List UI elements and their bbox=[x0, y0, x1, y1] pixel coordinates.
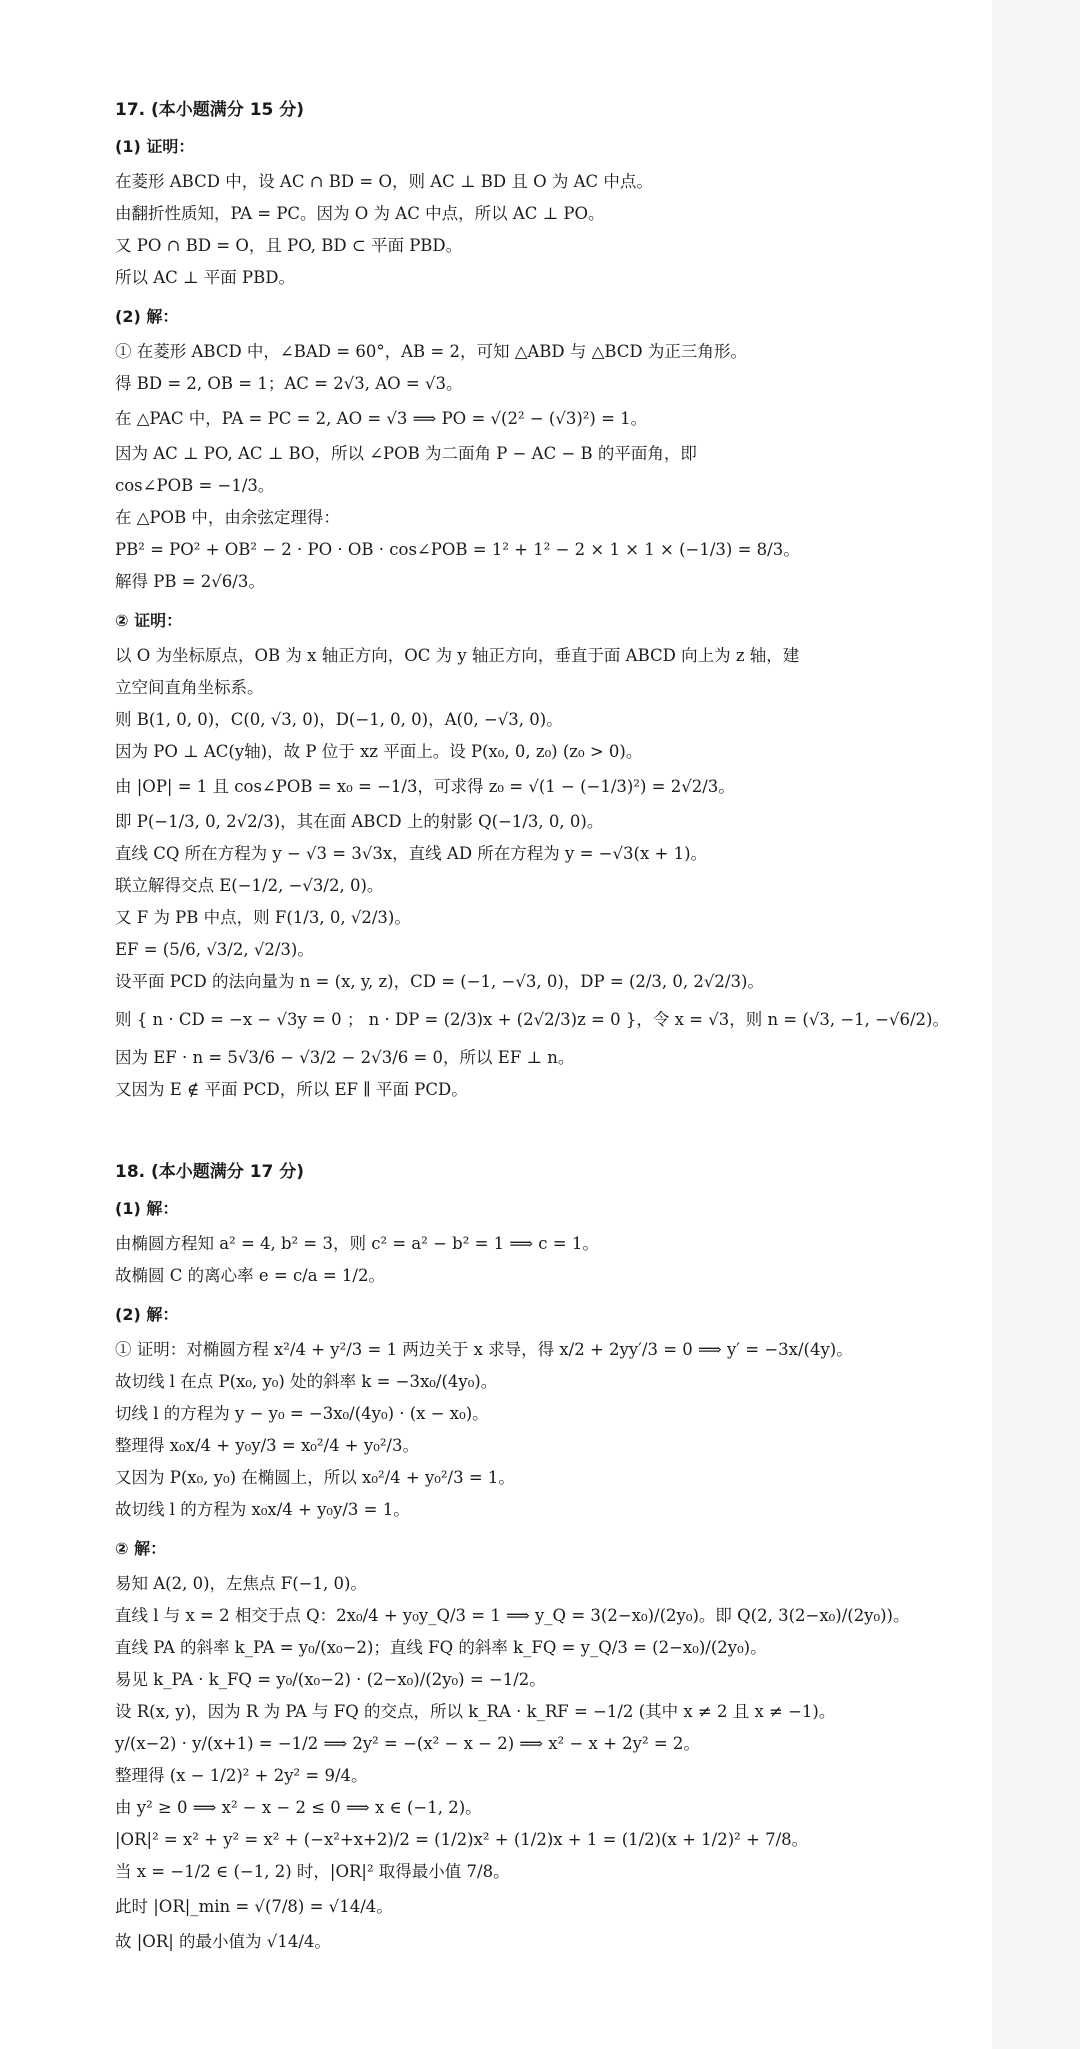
q18-part3-line: 当 x = −1/2 ∈ (−1, 2) 时，|OR|² 取得最小值 7/8。 bbox=[115, 1862, 510, 1881]
q18-part3-line: 由 y² ≥ 0 ⟹ x² − x − 2 ≤ 0 ⟹ x ∈ (−1, 2)。 bbox=[115, 1798, 482, 1817]
q18-part3-line: 直线 PA 的斜率 k_PA = y₀/(x₀−2)；直线 FQ 的斜率 k_FQ = y_Q/3 = (2−x₀)/(2y₀)。 bbox=[115, 1638, 767, 1657]
q18-part2-line: 又因为 P(x₀, y₀) 在椭圆上，所以 x₀²/4 + y₀²/3 = 1。 bbox=[115, 1468, 515, 1487]
q18-part3-line: y/(x−2) · y/(x+1) = −1/2 ⟹ 2y² = −(x² − x − 2) ⟹ x² − x + 2y² = 2。 bbox=[115, 1734, 700, 1753]
q17-part1-line: 在菱形 ABCD 中，设 AC ∩ BD = O，则 AC ⊥ BD 且 O 为 AC 中点。 bbox=[115, 172, 653, 191]
q18-part2-line: 故切线 l 在点 P(x₀, y₀) 处的斜率 k = −3x₀/(4y₀)。 bbox=[115, 1372, 498, 1391]
q17-part3-line: 则 { n · CD = −x − √3y = 0 ； n · DP = (2/3)x + (2√2/3)z = 0 }，令 x = √3，则 n = (√3, −1, −√6/2)。 bbox=[115, 1010, 949, 1029]
q18-part3-line: 设 R(x, y)，因为 R 为 PA 与 FQ 的交点，所以 k_RA · k_RF = −1/2 (其中 x ≠ 2 且 x ≠ −1)。 bbox=[115, 1702, 836, 1721]
q17-part2-line: ① 在菱形 ABCD 中，∠BAD = 60°，AB = 2，可知 △ABD 与 △BCD 为正三角形。 bbox=[115, 342, 747, 361]
q18-part3-title: ② 解： bbox=[115, 1539, 167, 1558]
q18-part2-line: 切线 l 的方程为 y − y₀ = −3x₀/(4y₀) · (x − x₀)。 bbox=[115, 1404, 489, 1423]
q17-part2-line: 在 △POB 中，由余弦定理得： bbox=[115, 508, 340, 527]
q17-part3-line: 立空间直角坐标系。 bbox=[115, 678, 264, 697]
q17-part3-line: 由 |OP| = 1 且 cos∠POB = x₀ = −1/3，可求得 z₀ = √(1 − (−1/3)²) = 2√2/3。 bbox=[115, 777, 735, 796]
q18-part2-line: 整理得 x₀x/4 + y₀y/3 = x₀²/4 + y₀²/3。 bbox=[115, 1436, 419, 1455]
q18-part1-line: 故椭圆 C 的离心率 e = c/a = 1/2。 bbox=[115, 1266, 385, 1285]
q17-part3-title: ② 证明： bbox=[115, 611, 183, 630]
q17-part2-line: PB² = PO² + OB² − 2 · PO · OB · cos∠POB = 1² + 1² − 2 × 1 × 1 × (−1/3) = 8/3。 bbox=[115, 540, 800, 559]
q17-part3-line: 直线 CQ 所在方程为 y − √3 = 3√3x，直线 AD 所在方程为 y = −√3(x + 1)。 bbox=[115, 844, 708, 863]
question-18 bbox=[115, 1158, 985, 1958]
q18-part3-line: 故 |OR| 的最小值为 √14/4。 bbox=[115, 1932, 331, 1951]
q17-part3-line: 联立解得交点 E(−1/2, −√3/2, 0)。 bbox=[115, 876, 384, 895]
q18-part3-line: 此时 |OR|_min = √(7/8) = √14/4。 bbox=[115, 1897, 393, 1916]
q17-part2-line: 在 △PAC 中，PA = PC = 2, AO = √3 ⟹ PO = √(2² − (√3)²) = 1。 bbox=[115, 409, 648, 428]
q17-part3-line: 则 B(1, 0, 0)，C(0, √3, 0)，D(−1, 0, 0)，A(0, −√3, 0)。 bbox=[115, 710, 563, 729]
q17-part2-title: (2) 解： bbox=[115, 307, 179, 326]
solution-page bbox=[115, 96, 985, 1958]
q17-part3-line: 因为 EF · n = 5√3/6 − √3/2 − 2√3/6 = 0，所以 EF ⊥ n。 bbox=[115, 1048, 575, 1067]
q18-part3-line: 整理得 (x − 1/2)² + 2y² = 9/4。 bbox=[115, 1766, 368, 1785]
right-gutter bbox=[992, 0, 1080, 2049]
q18-part3-line: |OR|² = x² + y² = x² + (−x²+x+2)/2 = (1/2)x² + (1/2)x + 1 = (1/2)(x + 1/2)² + 7/8。 bbox=[115, 1830, 809, 1849]
q18-part3-line: 易知 A(2, 0)，左焦点 F(−1, 0)。 bbox=[115, 1574, 367, 1593]
q17-part1-title: (1) 证明： bbox=[115, 137, 195, 156]
question-17-title: 17. (本小题满分 15 分) bbox=[115, 100, 305, 120]
q17-part1-line: 由翻折性质知，PA = PC。因为 O 为 AC 中点，所以 AC ⊥ PO。 bbox=[115, 204, 605, 223]
question-17 bbox=[115, 96, 985, 1106]
q18-part1-title: (1) 解： bbox=[115, 1199, 179, 1218]
q17-part1-line: 又 PO ∩ BD = O，且 PO, BD ⊂ 平面 PBD。 bbox=[115, 236, 463, 255]
q18-part2-line: ① 证明：对椭圆方程 x²/4 + y²/3 = 1 两边关于 x 求导，得 x/2 + 2yy′/3 = 0 ⟹ y′ = −3x/(4y)。 bbox=[115, 1340, 853, 1359]
q18-part2-title: (2) 解： bbox=[115, 1305, 179, 1324]
q17-part2-line: 解得 PB = 2√6/3。 bbox=[115, 572, 265, 591]
q17-part3-line: 又 F 为 PB 中点，则 F(1/3, 0, √2/3)。 bbox=[115, 908, 411, 927]
question-18-title: 18. (本小题满分 17 分) bbox=[115, 1162, 305, 1182]
q18-part3-line: 易见 k_PA · k_FQ = y₀/(x₀−2) · (2−x₀)/(2y₀) = −1/2。 bbox=[115, 1670, 546, 1689]
q17-part2-line: cos∠POB = −1/3。 bbox=[115, 476, 275, 495]
q17-part3-line: 因为 PO ⊥ AC(y轴)，故 P 位于 xz 平面上。设 P(x₀, 0, z₀) (z₀ > 0)。 bbox=[115, 742, 643, 761]
q17-part3-line: 又因为 E ∉ 平面 PCD，所以 EF ∥ 平面 PCD。 bbox=[115, 1080, 468, 1099]
q17-part1-line: 所以 AC ⊥ 平面 PBD。 bbox=[115, 268, 295, 287]
q17-part3-line: 即 P(−1/3, 0, 2√2/3)，其在面 ABCD 上的射影 Q(−1/3, 0, 0)。 bbox=[115, 812, 604, 831]
q18-part3-line: 直线 l 与 x = 2 相交于点 Q：2x₀/4 + y₀y_Q/3 = 1 ⟹ y_Q = 3(2−x₀)/(2y₀)。即 Q(2, 3(2−x₀)/(2y₀))。 bbox=[115, 1606, 910, 1625]
q17-part3-line: 以 O 为坐标原点，OB 为 x 轴正方向，OC 为 y 轴正方向，垂直于面 ABCD 向上为 z 轴，建 bbox=[115, 646, 800, 665]
q17-part2-line: 因为 AC ⊥ PO, AC ⊥ BO，所以 ∠POB 为二面角 P − AC − B 的平面角，即 bbox=[115, 444, 697, 463]
q17-part3-line: EF = (5/6, √3/2, √2/3)。 bbox=[115, 940, 314, 959]
q18-part2-line: 故切线 l 的方程为 x₀x/4 + y₀y/3 = 1。 bbox=[115, 1500, 410, 1519]
q17-part3-line: 设平面 PCD 的法向量为 n = (x, y, z)，CD = (−1, −√3, 0)，DP = (2/3, 0, 2√2/3)。 bbox=[115, 972, 764, 991]
q17-part2-line: 得 BD = 2, OB = 1；AC = 2√3, AO = √3。 bbox=[115, 374, 463, 393]
q18-part1-line: 由椭圆方程知 a² = 4, b² = 3，则 c² = a² − b² = 1 ⟹ c = 1。 bbox=[115, 1234, 599, 1253]
